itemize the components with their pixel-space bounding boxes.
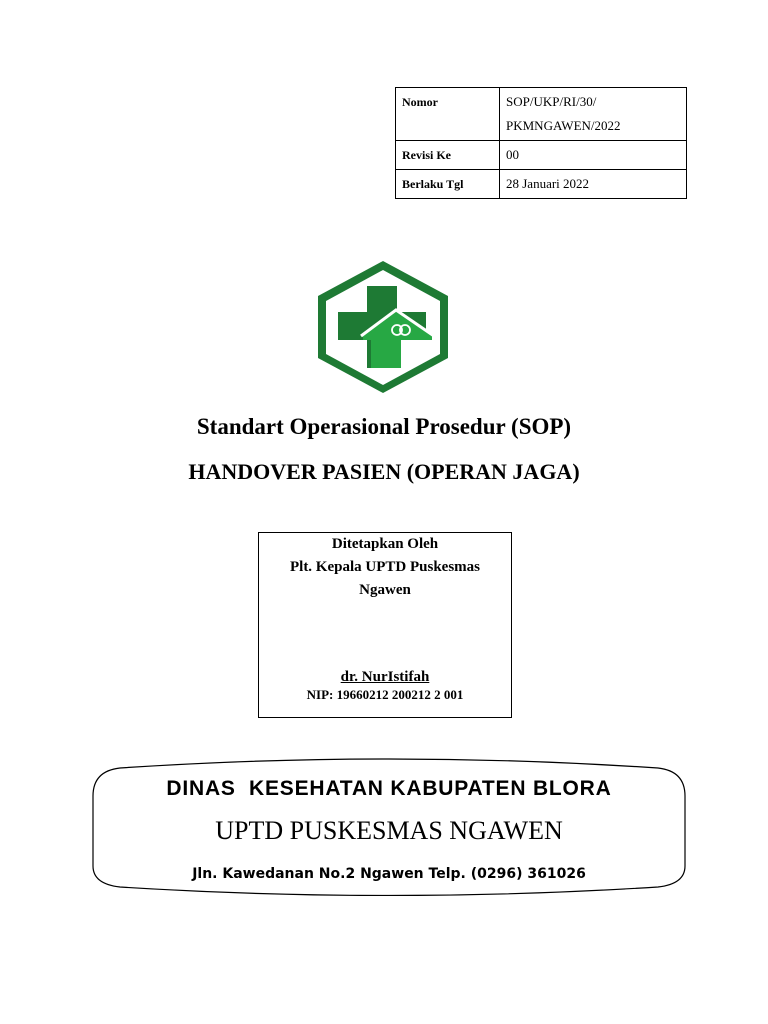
puskesmas-logo-icon: [306, 250, 460, 400]
approval-box: [258, 532, 512, 718]
berlaku-label: Berlaku Tgl: [396, 170, 500, 199]
nomor-value: [500, 88, 687, 141]
revisi-label: Revisi Ke: [396, 141, 500, 170]
footer-unit: UPTD PUSKESMAS NGAWEN: [215, 816, 563, 845]
approval-line-3: Ngawen: [359, 582, 411, 598]
table-row: [396, 170, 687, 199]
footer-agency: DINAS KESEHATAN KABUPATEN BLORA: [166, 777, 612, 800]
table-row: [396, 141, 687, 170]
document-info-table: [395, 87, 687, 199]
approval-line-1: Ditetapkan Oleh: [331, 536, 439, 552]
signatory-nip: NIP: 19660212 200212 2 001: [306, 687, 464, 702]
footer-address: Jln. Kawedanan No.2 Ngawen Telp. (0296) 361026: [192, 866, 586, 882]
approval-line-2: Plt. Kepala UPTD Puskesmas: [289, 559, 480, 575]
revisi-value: 00: [500, 141, 687, 170]
signatory-name: dr. NurIstifah: [340, 669, 430, 685]
nomor-label: Nomor: [396, 88, 500, 141]
nomor-value-line2: PKMNGAWEN/2022: [506, 118, 621, 133]
sop-subtitle: HANDOVER PASIEN (OPERAN JAGA): [188, 459, 580, 484]
table-row: [396, 88, 687, 141]
berlaku-value: 28 Januari 2022: [500, 170, 687, 199]
sop-title: Standart Operasional Prosedur (SOP): [196, 414, 572, 439]
nomor-value-line1: SOP/UKP/RI/30/: [506, 94, 597, 109]
